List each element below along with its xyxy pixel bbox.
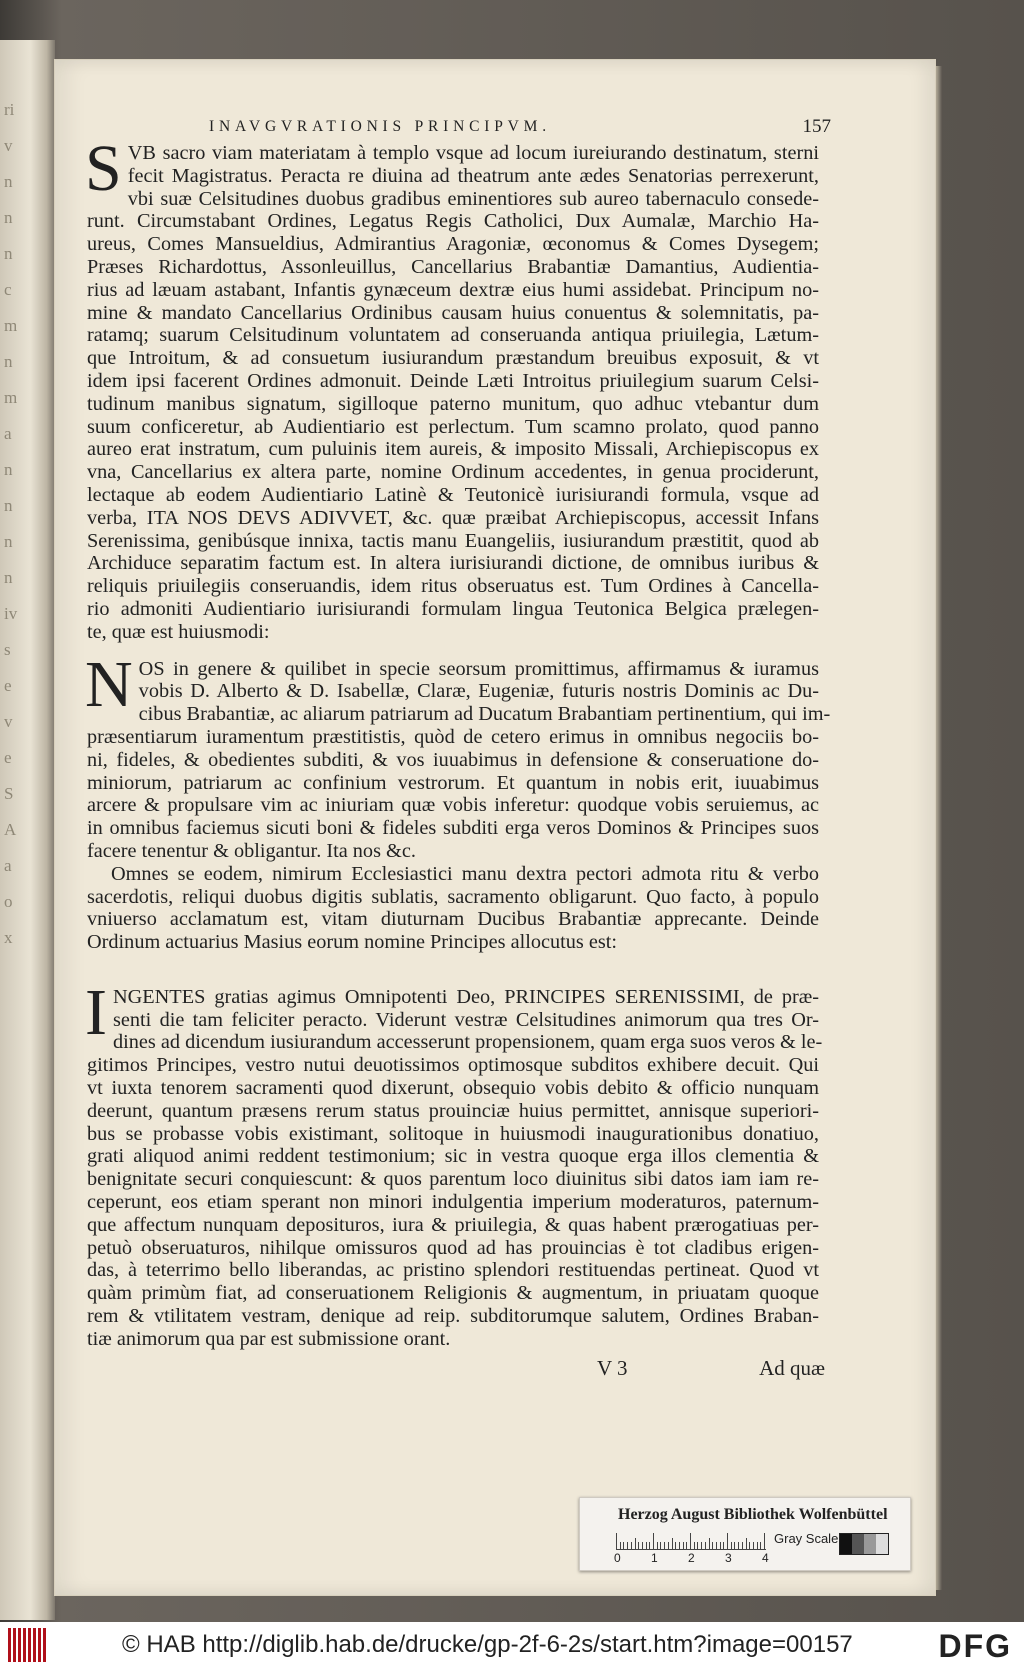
- text-line: lectaque ab eodem Audientiario Latinè & Teutonicè iurisiurandi formula, vsque ad: [87, 483, 819, 506]
- text-line: vobis D. Alberto & D. Isabellæ, Claræ, Eugeniæ, futuris nostris Dominis ac Du-: [138, 680, 819, 703]
- text-line: dines ad dicendum iusiurandum accesserunt propensionem, quam erga suos veros & le-: [112, 1031, 823, 1054]
- text-line: Archiduce separatim factum est. In altera iurisiurandi dictione, de omnibus iuribus &: [87, 552, 819, 575]
- text-block: [85, 116, 831, 1387]
- ghost-letter: o: [4, 892, 13, 911]
- paragraph-4-speech: [85, 975, 823, 1351]
- text-line: deerunt, quantum præsens rerum status prouinciæ huius permittet, annisque superiori-: [87, 1099, 819, 1122]
- ruler-tick: [686, 1542, 687, 1549]
- ruler-tick: [668, 1542, 669, 1549]
- ghost-letter: n: [4, 568, 13, 587]
- ghost-letter: v: [4, 712, 13, 731]
- ghost-letter: v: [4, 136, 13, 155]
- source-url[interactable]: © HAB http://diglib.hab.de/drucke/gp-2f-6-2s/start.htm?image=00157: [122, 1631, 853, 1658]
- gray-scale-label: Gray Scale: [774, 1531, 839, 1546]
- text-line: ni, fideles, & obedientes subditi, & vos iuuabimus in defensione & conseruatione do-: [87, 748, 819, 771]
- ghost-letter: x: [4, 928, 13, 947]
- text-line: vna, Cancellarius ex altera parte, nomine Ordinum accedentes, in genua prociderunt,: [87, 461, 819, 484]
- text-line: suum conficeretur, ab Audientiario est perlectum. Tum scamno prolato, quod panno: [87, 415, 819, 438]
- ghost-letter: m: [4, 388, 18, 407]
- ghost-letter: e: [4, 676, 12, 695]
- ruler-tick: [642, 1542, 643, 1549]
- ruler-tick: [694, 1542, 695, 1549]
- text-line: vniuerso acclamatum est, vitam diuturnam Ducibus Brabantiæ apprecante. Deinde: [87, 908, 819, 931]
- text-line: quàm primùm fiat, ad conseruationem Religionis & augmentum, in priuatam quoque: [87, 1282, 819, 1305]
- text-line: ureus, Comes Mansueldius, Admirantius Aragoniæ, œconomus & Comes Dysegem;: [87, 233, 819, 256]
- text-line: arcere & propulsare vim ac iniuriam quæ vobis inferetur: quodque vobis seruiemus, ac: [87, 794, 819, 817]
- left-page-edge: [0, 40, 55, 1620]
- ruler-icon: [616, 1531, 766, 1550]
- text-line: rio admoniti Audientiario iurisiurandi formulam lingua Teutonica Belgica prælegen-: [87, 597, 819, 620]
- ghost-letter: n: [4, 496, 13, 515]
- ghost-letter: n: [4, 532, 13, 551]
- running-head: [87, 116, 831, 140]
- text-line: Omnes se eodem, nimirum Ecclesiastici manu dextra pectori admota ritu & verbo: [111, 862, 819, 885]
- paragraph-2-oath: [85, 647, 831, 863]
- ruler-tick: [638, 1542, 639, 1549]
- text-line: VB sacro viam materiatam à templo vsque ad locum iureiurando destinatum, sterni: [127, 142, 819, 164]
- library-name: Herzog August Bibliothek Wolfenbüttel: [618, 1506, 888, 1523]
- ruler-tick: [757, 1542, 758, 1549]
- hab-logo-icon[interactable]: [8, 1628, 46, 1662]
- page-footer: [87, 1355, 825, 1387]
- text-line: Præses Richardottus, Assonleuillus, Cancellarius Brabantiæ Damantius, Audientia-: [87, 255, 819, 278]
- text-line: benignitate securi conquiescunt: & quos parentum loco diuinitus sibi datos iam iam re-: [87, 1168, 819, 1191]
- ruler-tick: [764, 1533, 765, 1549]
- ghost-letter: n: [4, 460, 13, 479]
- ruler-tick: [720, 1542, 721, 1549]
- book-page: [55, 60, 935, 1595]
- text-line: OS in genere & quilibet in specie seorsum promittimus, affirmamus & iuramus: [138, 657, 819, 680]
- ghost-letter: a: [4, 856, 12, 875]
- ruler-tick: [649, 1542, 650, 1549]
- text-line: idem ipsi facerent Ordines admonuit. Deinde Læti Introitus priuilegium suarum Celsi-: [87, 369, 819, 392]
- drop-initial: N: [85, 647, 133, 721]
- ghost-letter: S: [4, 784, 14, 803]
- drop-initial: S: [85, 132, 122, 205]
- ruler-tick: [675, 1542, 676, 1549]
- ruler-tick: [683, 1542, 684, 1549]
- ruler-tick: [753, 1542, 754, 1549]
- ruler-tick: [653, 1533, 654, 1549]
- ruler-number: 2: [688, 1551, 695, 1565]
- text-line: tiæ animorum qua par est submissione orant.: [87, 1327, 451, 1350]
- running-head-title: INAVGVRATIONIS PRINCIPVM.: [209, 118, 551, 135]
- text-line: ratamq; suarum Celsitudinum voluntatem ad conseruanda antiqua priuilegia, Lætum-: [87, 324, 819, 347]
- ghost-letter: s: [4, 640, 11, 659]
- ruler-tick: [731, 1542, 732, 1549]
- ruler-tick: [623, 1542, 624, 1549]
- ruler-tick: [734, 1542, 735, 1549]
- spacer: [87, 954, 819, 986]
- ghost-letter: iv: [4, 604, 18, 623]
- ruler-number: 3: [725, 1551, 732, 1565]
- text-line: Ordinum actuarius Masius eorum nomine Principes allocutus est:: [87, 931, 618, 954]
- text-line: te, quæ est huiusmodi:: [87, 620, 270, 643]
- ruler-tick: [635, 1538, 636, 1549]
- ghost-letter: ri: [4, 100, 15, 119]
- ghost-letter: n: [4, 244, 13, 263]
- ruler-tick: [616, 1533, 617, 1549]
- dfg-logo[interactable]: DFG: [938, 1628, 1012, 1664]
- ghost-letter: e: [4, 748, 12, 767]
- text-line: cibus Brabantiæ, ac aliarum patriarum ad Ducatum Brabantiam pertinentium, qui im-: [138, 703, 831, 726]
- ruler-tick: [646, 1542, 647, 1549]
- text-line: senti die tam feliciter peracto. Viderunt vestræ Celsitudines animorum qua tres Or-: [112, 1008, 819, 1031]
- text-line: ceperunt, eos etiam sperant non minori indulgentia imperium moderaturos, paternum-: [87, 1191, 819, 1214]
- ruler-tick: [712, 1542, 713, 1549]
- text-line: grati aliquod animi reddent testimonium; sic in vestra quoque erga illos clementia &: [87, 1145, 819, 1168]
- text-line: mine & mandato Cancellarius Ordinibus causam huius conuentus & solemnitatis, pa-: [87, 301, 819, 324]
- ruler-tick: [723, 1542, 724, 1549]
- text-line: petuò obseruaturos, nihilque omissuros quod ad has prouincias è tot cladibus erigen-: [87, 1236, 819, 1259]
- text-line: miniorum, patriarum ac confinium vestrorum. Et quantum in nobis erit, iuuabimus: [87, 771, 819, 794]
- ruler-tick: [738, 1542, 739, 1549]
- ghost-letter: n: [4, 208, 13, 227]
- ruler-tick: [679, 1542, 680, 1549]
- text-line: rius ad læuam astabant, Infantis gynæceum dextræ eius humi assidebat. Principum no-: [87, 278, 819, 301]
- text-line: runt. Circumstabant Ordines, Legatus Regis Catholici, Dux Aumalæ, Marchio Ha-: [87, 210, 819, 233]
- ghost-letter: c: [4, 280, 12, 299]
- ruler-tick: [727, 1533, 728, 1549]
- spacer: [87, 644, 819, 658]
- ghost-letter: n: [4, 172, 13, 191]
- text-line: Serenissima, genibúsque innixa, tactis manu Euangeliis, iusiurandum præstitit, quod ab: [87, 529, 819, 552]
- ruler-tick: [620, 1542, 621, 1549]
- text-line: vbi suæ Celsitudines duobus gradibus eminentiores sub aureo tabernaculo consede-: [127, 187, 819, 210]
- drop-initial: I: [85, 975, 107, 1049]
- ruler-tick: [627, 1542, 628, 1549]
- signature-mark: V 3: [597, 1355, 628, 1380]
- ruler-tick: [664, 1542, 665, 1549]
- ruler-tick: [690, 1533, 691, 1549]
- text-line: que Introitum, & ad consuetum iusiurandum præstandum breuibus exposuit, & vt: [87, 347, 819, 370]
- ruler-tick: [672, 1538, 673, 1549]
- gray-scale-patch: [839, 1533, 889, 1555]
- ghost-letter: a: [4, 424, 12, 443]
- ruler-number: 1: [651, 1551, 658, 1565]
- text-line: que affectum nunquam deposituros, iura & priuilegia, & quas habent prærogatiuas per-: [87, 1213, 819, 1236]
- catchword: Ad quæ: [759, 1355, 825, 1380]
- text-line: bus se probasse vobis existimant, solitoque in huiusmodi inaugurationibus donatiuo,: [87, 1122, 819, 1145]
- ghost-letter: m: [4, 316, 18, 335]
- text-line: gitimos Principes, vestro nutui deuotissimos optimosque subditos exhibere decuit. Qui: [87, 1054, 819, 1077]
- ruler-number: 0: [614, 1551, 621, 1565]
- text-line: rem & vtilitatem vestram, denique ad reip. subditorumque salutem, Ordines Braban-: [87, 1305, 819, 1328]
- text-line: sacerdotis, reliqui duobus digitis sublatis, sacramento obligarunt. Quo facto, à populo: [87, 885, 819, 908]
- ruler-tick: [701, 1542, 702, 1549]
- ruler-tick: [746, 1538, 747, 1549]
- text-line: reliquis priuilegiis conseruandis, idem ritus obseruatus est. Tum Ordines à Cancella-: [87, 575, 819, 598]
- ghost-letter: n: [4, 352, 13, 371]
- ghost-letter: A: [4, 820, 17, 839]
- paragraph-3: [87, 863, 819, 954]
- text-line: facere tenentur & obligantur. Ita nos &c.: [87, 839, 416, 862]
- ruler-tick: [742, 1542, 743, 1549]
- text-line: verba, ITA NOS DEVS ADIVVET, &c. quæ præibat Archiepiscopus, accessit Infans: [87, 506, 819, 529]
- text-line: tudinum manibus signatum, sigilloque paterno munitum, quo adhuc vtebantur dum: [87, 392, 819, 415]
- text-line: das, à teterrimo bello liberandas, ac pristino splendori restituendas pertineat. Quod vt: [87, 1259, 819, 1282]
- ruler-tick: [660, 1542, 661, 1549]
- text-line: vt iuxta tenorem sacramenti quod dixerunt, obsequio vobis debito & officio nunquam: [87, 1077, 819, 1100]
- ruler-tick: [709, 1538, 710, 1549]
- footer-bar: [0, 1622, 1024, 1669]
- ruler-tick: [705, 1542, 706, 1549]
- library-color-card: [579, 1497, 911, 1571]
- text-line: fecit Magistratus. Peracta re diuina ad theatrum ante ædes Senatorias perrexerunt,: [127, 164, 819, 187]
- ruler-tick: [697, 1542, 698, 1549]
- paragraph-1: [85, 132, 819, 644]
- text-line: in omnibus faciemus sicuti boni & fideles subditi erga veros Dominos & Principes suos: [87, 817, 819, 840]
- text-line: aureo erat instratum, cum puluinis item aureis, & imposito Missali, Archiepiscopus ex: [87, 438, 819, 461]
- ruler-tick: [657, 1542, 658, 1549]
- text-line: præsentiarum iuramentum præstitistis, quòd de cetero erimus in omnibus negociis bo-: [87, 725, 819, 748]
- page-number: 157: [802, 116, 831, 137]
- ruler-number: 4: [762, 1551, 769, 1565]
- ruler-tick: [716, 1542, 717, 1549]
- ruler-tick: [749, 1542, 750, 1549]
- ruler-tick: [631, 1542, 632, 1549]
- ruler-tick: [760, 1542, 761, 1549]
- text-line: NGENTES gratias agimus Omnipotenti Deo, PRINCIPES SERENISSIMI, de præ-: [112, 985, 819, 1008]
